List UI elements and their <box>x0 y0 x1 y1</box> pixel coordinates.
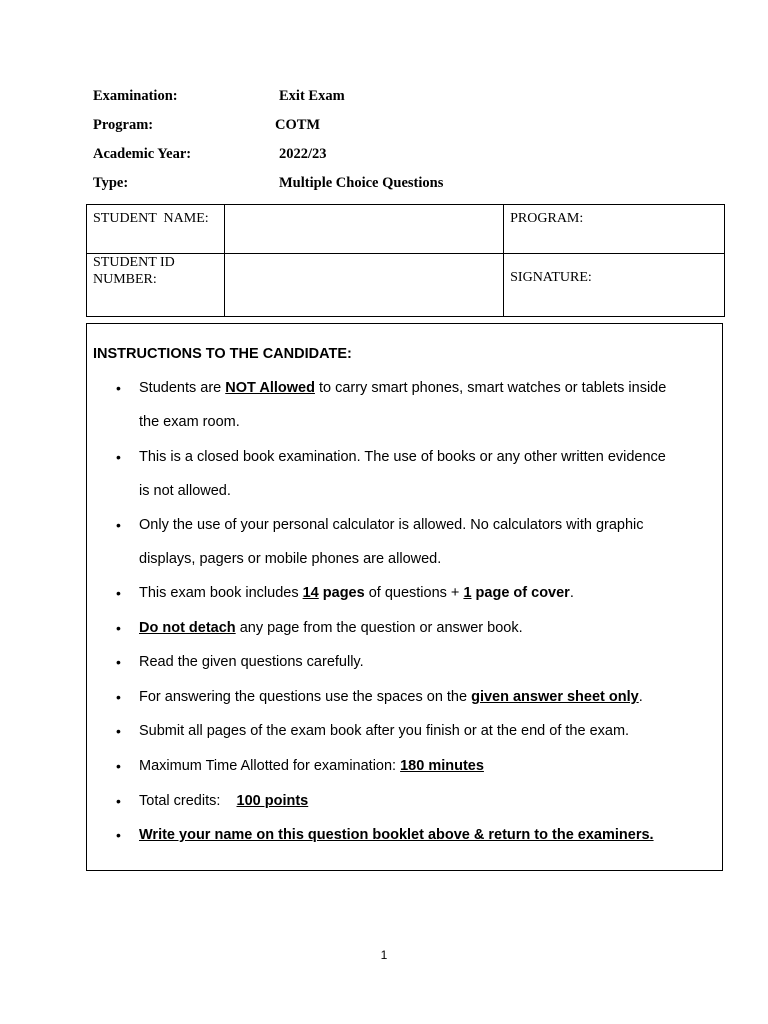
instruction-item <box>116 645 714 679</box>
instruction-emphasis: 14 <box>302 585 319 601</box>
instruction-text: any page from the question or answer book. <box>235 620 523 636</box>
instruction-text: displays, pagers or mobile phones are allowed. <box>139 551 442 567</box>
instruction-text: Total credits: <box>139 793 237 809</box>
instruction-item <box>116 576 714 610</box>
academic-year-label: Academic Year: <box>93 146 192 162</box>
bullet-icon: • <box>116 380 121 396</box>
signature-field-label[interactable]: SIGNATURE: <box>504 254 725 317</box>
bullet-icon: • <box>116 654 121 670</box>
examination-label: Examination: <box>93 88 178 104</box>
program-value: COTM <box>275 117 321 133</box>
student-info-table <box>86 204 725 317</box>
instruction-item <box>116 440 714 474</box>
type-value: Multiple Choice Questions <box>279 175 444 191</box>
instruction-text: Students are <box>139 380 226 396</box>
instruction-emphasis: given answer sheet only <box>471 689 639 705</box>
student-id-label-line1: STUDENT ID <box>93 255 175 270</box>
bullet-icon: • <box>116 620 121 636</box>
instruction-text: Read the given questions carefully. <box>139 654 364 670</box>
instruction-item <box>116 818 714 852</box>
instruction-emphasis: Write your name on this question booklet above & return to the examiners. <box>139 827 654 843</box>
student-id-label <box>87 254 225 317</box>
instructions-box <box>86 323 723 871</box>
instruction-emphasis: Do not detach <box>139 620 236 636</box>
instruction-text: to carry smart phones, smart watches or tablets inside <box>314 380 667 396</box>
bullet-icon: • <box>116 585 121 601</box>
instruction-emphasis: 1 <box>463 585 472 601</box>
instruction-emphasis: pages <box>318 585 365 601</box>
bullet-icon: • <box>116 793 121 809</box>
type-label: Type: <box>93 175 129 191</box>
instruction-continuation <box>139 405 714 439</box>
academic-year-value: 2022/23 <box>279 146 327 162</box>
bullet-icon: • <box>116 827 121 843</box>
instructions-title: INSTRUCTIONS TO THE CANDIDATE: <box>93 346 352 362</box>
instruction-item <box>116 680 714 714</box>
instruction-text: . <box>638 689 643 705</box>
student-name-row <box>87 205 725 254</box>
student-id-field[interactable] <box>224 254 504 317</box>
instruction-emphasis: NOT Allowed <box>225 380 315 396</box>
instruction-text: Submit all pages of the exam book after you finish or at the end of the exam. <box>139 723 630 739</box>
instruction-emphasis: 180 minutes <box>400 758 484 774</box>
instruction-item <box>116 371 714 405</box>
instruction-item <box>116 749 714 783</box>
bullet-icon: • <box>116 449 121 465</box>
instruction-text: is not allowed. <box>139 483 231 499</box>
instruction-item <box>116 714 714 748</box>
instruction-text: Only the use of your personal calculator is allowed. No calculators with graphic <box>139 517 644 533</box>
student-name-label: STUDENT NAME: <box>87 205 225 254</box>
student-id-row <box>87 254 725 317</box>
bullet-icon: • <box>116 689 121 705</box>
instruction-text: of questions + <box>364 585 464 601</box>
bullet-icon: • <box>116 517 121 533</box>
instruction-item <box>116 784 714 818</box>
examination-value: Exit Exam <box>279 88 345 104</box>
instruction-emphasis: 100 points <box>236 793 309 809</box>
instruction-item <box>116 508 714 542</box>
bullet-icon: • <box>116 758 121 774</box>
program-field-label[interactable]: PROGRAM: <box>504 205 725 254</box>
instruction-emphasis: page of cover <box>471 585 570 601</box>
page-number: 1 <box>380 948 388 962</box>
instruction-text: Maximum Time Allotted for examination: <box>139 758 401 774</box>
instruction-continuation <box>139 542 714 576</box>
student-name-field[interactable] <box>224 205 504 254</box>
bullet-icon: • <box>116 723 121 739</box>
instruction-continuation <box>139 474 714 508</box>
instruction-text: the exam room. <box>139 414 240 430</box>
instruction-text: This exam book includes <box>139 585 303 601</box>
instruction-item <box>116 611 714 645</box>
student-id-label-line2: NUMBER: <box>93 272 157 287</box>
program-label: Program: <box>93 117 154 133</box>
instruction-text: . <box>569 585 574 601</box>
instruction-text: For answering the questions use the spaces on the <box>139 689 472 705</box>
instruction-text: This is a closed book examination. The use of books or any other written evidence <box>139 449 666 465</box>
